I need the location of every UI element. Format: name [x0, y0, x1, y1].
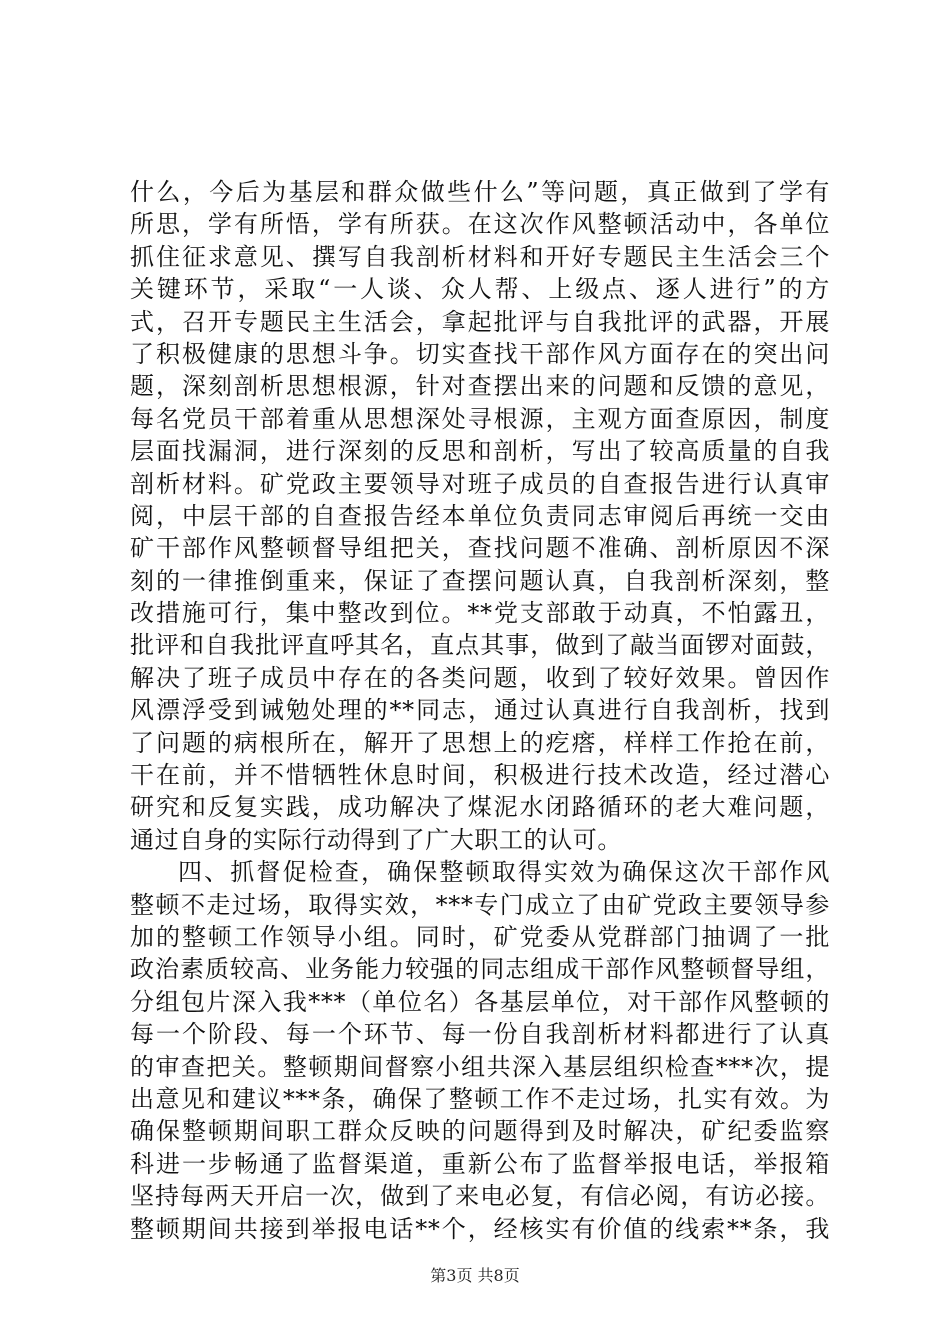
text-line: 加的整顿工作领导小组。同时，矿党委从党群部门抽调了一批 [130, 922, 830, 951]
text-line: 刻的一律推倒重来，保证了查摆问题认真，自我剖析深刻，整 [130, 566, 830, 595]
text-line: 抓住征求意见、撰写自我剖析材料和开好专题民主生活会三个 [130, 242, 830, 271]
text-line: 分组包片深入我***（单位名）各基层单位，对干部作风整顿的 [130, 987, 830, 1016]
text-line: 每一个阶段、每一个环节、每一份自我剖析材料都进行了认真 [130, 1020, 830, 1049]
body-text [130, 176, 830, 1245]
text-line: 政治素质较高、业务能力较强的同志组成干部作风整顿督导组， [130, 955, 830, 984]
text-line: 剖析材料。矿党政主要领导对班子成员的自查报告进行认真审 [130, 469, 830, 498]
text-line: 每名党员干部着重从思想深处寻根源，主观方面查原因，制度 [130, 404, 830, 433]
text-line: 解决了班子成员中存在的各类问题，收到了较好效果。曾因作 [130, 663, 830, 692]
text-line: 的审查把关。整顿期间督察小组共深入基层组织检查***次，提 [130, 1052, 830, 1081]
text-line: 阅，中层干部的自查报告经本单位负责同志审阅后再统一交由 [130, 501, 830, 530]
text-line: 研究和反复实践，成功解决了煤泥水闭路循环的老大难问题， [130, 793, 830, 822]
text-line: 了问题的病根所在，解开了思想上的疙瘩，样样工作抢在前， [130, 728, 830, 757]
text-line: 出意见和建议***条，确保了整顿工作不走过场，扎实有效。为 [130, 1084, 830, 1113]
text-line: 通过自身的实际行动得到了广大职工的认可。 [130, 825, 622, 854]
text-line: 整顿不走过场，取得实效，***专门成立了由矿党政主要领导参 [130, 890, 830, 919]
text-line: 改措施可行，集中整改到位。**党支部敢于动真，不怕露丑， [130, 599, 830, 628]
text-line: 什么，今后为基层和群众做些什么”等问题，真正做到了学有 [130, 178, 830, 206]
text-line: 了积极健康的思想斗争。切实查找干部作风方面存在的突出问 [130, 339, 830, 368]
text-line: 坚持每两天开启一次，做到了来电必复，有信必阅，有访必接。 [130, 1182, 830, 1211]
text-line: 风漂浮受到诫勉处理的**同志，通过认真进行自我剖析，找到 [130, 696, 830, 725]
text-line: 所思，学有所悟，学有所获。在这次作风整顿活动中，各单位 [130, 210, 830, 239]
text-line: 科进一步畅通了监督渠道，重新公布了监督举报电话，举报箱 [130, 1149, 830, 1178]
text-line: 式，召开专题民主生活会，拿起批评与自我批评的武器，开展 [130, 307, 830, 336]
page-number-footer: 第3页 共8页 [430, 1266, 520, 1285]
text-line: 批评和自我批评直呼其名，直点其事，做到了敲当面锣对面鼓， [130, 631, 830, 660]
text-line: 矿干部作风整顿督导组把关，查找问题不准确、剖析原因不深 [130, 534, 830, 563]
paragraph-start-line: 四、抓督促检查，确保整顿取得实效为确保这次干部作风 [178, 858, 830, 887]
text-line: 层面找漏洞，进行深刻的反思和剖析，写出了较高质量的自我 [130, 437, 830, 466]
text-line: 干在前，并不惜牺牲休息时间，积极进行技术改造，经过潜心 [130, 761, 830, 790]
text-line: 整顿期间共接到举报电话**个，经核实有价值的线索**条，我 [130, 1214, 830, 1243]
text-line: 题，深刻剖析思想根源，针对查摆出来的问题和反馈的意见， [130, 372, 830, 401]
text-line: 确保整顿期间职工群众反映的问题得到及时解决，矿纪委监察 [130, 1117, 830, 1146]
text-line: 关键环节，采取“一人谈、众人帮、上级点、逐人进行”的方 [130, 275, 830, 304]
